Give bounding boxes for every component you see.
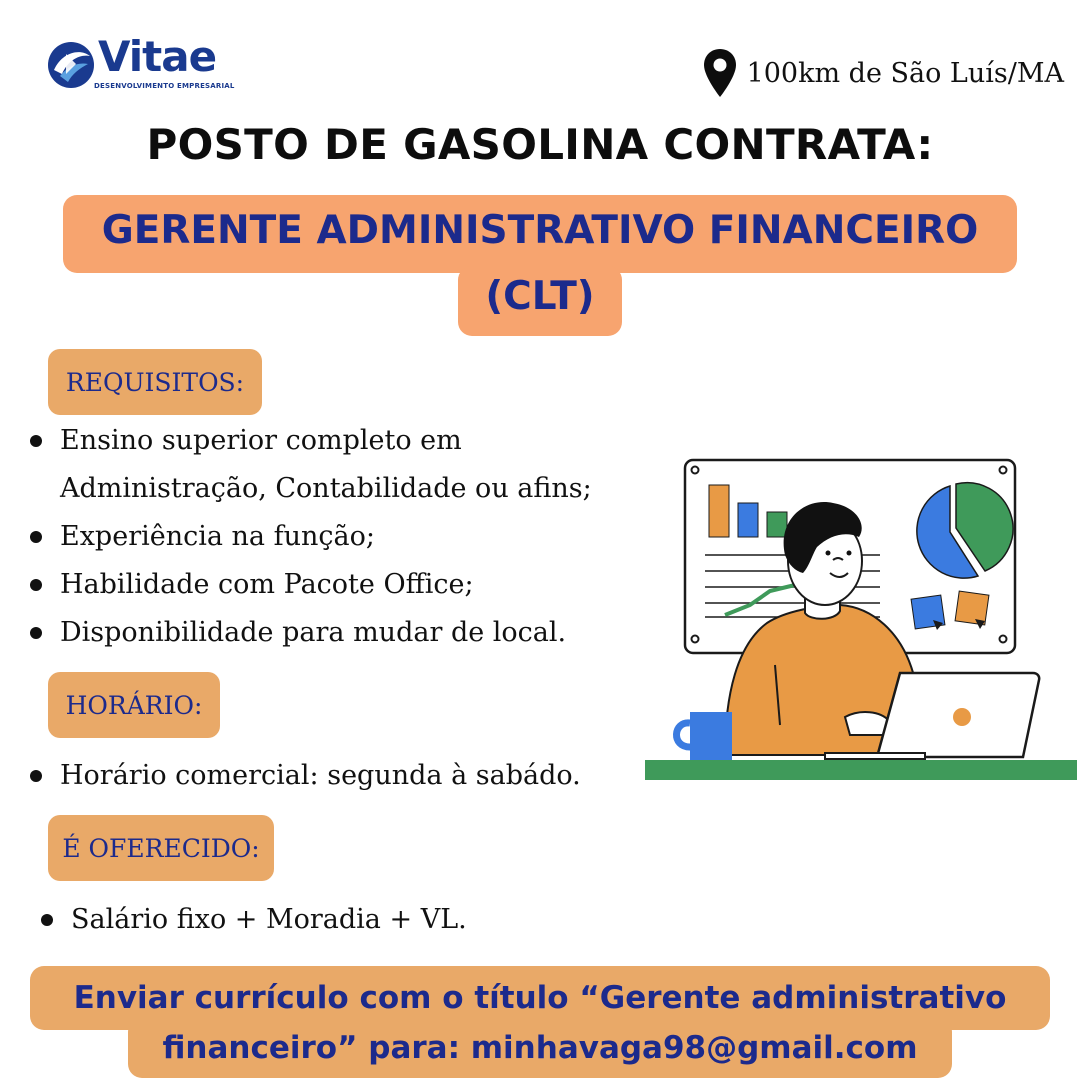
section-label-oferecido: É OFERECIDO: [48, 815, 274, 881]
office-worker-illustration [645, 455, 1077, 785]
list-item-text: Ensino superior completo em Administração, Contabilidade ou afins; [60, 425, 592, 504]
list-item [26, 513, 656, 561]
logo-tagline: DESENVOLVIMENTO EMPRESARIAL [94, 82, 235, 90]
section-label-horario: HORÁRIO: [48, 672, 220, 738]
footer-instructions-line-1: Enviar currículo com o título “Gerente administrativo [73, 980, 1007, 1016]
footer-instructions-line-2: financeiro” para: minhavaga98@gmail.com [162, 1030, 918, 1066]
bullet-dot [41, 914, 53, 926]
list-item [26, 752, 646, 800]
list-item [26, 609, 656, 657]
list-item [26, 417, 656, 513]
logo-wordmark: Vitae [98, 32, 217, 81]
bullet-dot [30, 579, 42, 591]
bullet-dot [30, 531, 42, 543]
job-title-line-1: GERENTE ADMINISTRATIVO FINANCEIRO [101, 208, 979, 253]
job-location [703, 46, 1064, 100]
bullet-dot [30, 770, 42, 782]
headline: POSTO DE GASOLINA CONTRATA: [146, 120, 934, 169]
list-item-text: Experiência na função; [60, 521, 375, 552]
requirements-list [26, 417, 656, 657]
list-item [26, 561, 656, 609]
bullet-dot [30, 627, 42, 639]
list-item [37, 896, 657, 944]
list-item-text: Disponibilidade para mudar de local. [60, 617, 567, 648]
company-logo [46, 32, 236, 94]
bullet-dot [30, 435, 42, 447]
list-item-text: Salário fixo + Moradia + VL. [71, 904, 467, 935]
globe-swoosh-icon [46, 40, 96, 90]
job-title-line-2: (CLT) [485, 274, 595, 319]
location-text: 100km de São Luís/MA [746, 57, 1064, 89]
schedule-list [26, 752, 646, 800]
map-pin-icon [703, 48, 737, 98]
benefits-list [37, 896, 657, 944]
section-label-requisitos: REQUISITOS: [48, 349, 262, 415]
list-item-text: Habilidade com Pacote Office; [60, 569, 474, 600]
list-item-text: Horário comercial: segunda à sabádo. [60, 760, 581, 791]
